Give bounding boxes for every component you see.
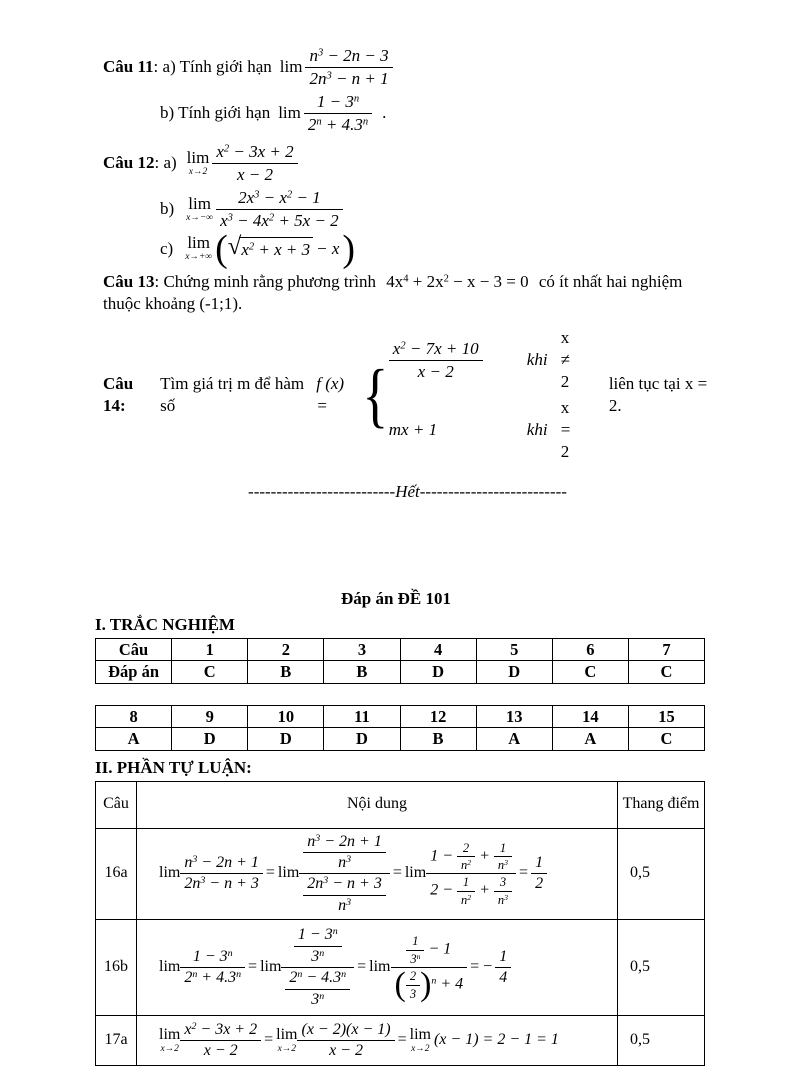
fraction — [294, 926, 342, 966]
question-11a — [103, 46, 712, 88]
cell: 5 — [476, 638, 552, 660]
term: − 1 — [428, 940, 452, 958]
cell: 11 — [324, 705, 400, 727]
denominator: $n^3$ — [303, 852, 386, 872]
term: 1 − — [430, 847, 453, 865]
exponent: n — [431, 975, 437, 987]
cell: D — [172, 728, 248, 750]
small-fraction — [457, 875, 475, 907]
denominator: $2n^3 - n + 3$ — [180, 873, 263, 893]
denominator — [391, 966, 468, 1004]
table-row-17a — [96, 1016, 705, 1066]
cell: 13 — [476, 705, 552, 727]
cell: 15 — [628, 705, 704, 727]
table-row — [96, 661, 705, 683]
fraction — [212, 142, 297, 184]
denominator: 3$^n$ — [285, 989, 350, 1009]
q14-label: Câu 14: — [103, 374, 134, 416]
small-fraction — [406, 934, 424, 966]
table-row-16b — [96, 920, 705, 1016]
q12c-tag: c) — [160, 238, 174, 258]
cell: B — [248, 661, 324, 683]
case1-expression — [389, 339, 527, 381]
compound-fraction — [426, 841, 516, 908]
cell: D — [400, 661, 476, 683]
fraction — [216, 188, 343, 230]
denominator — [299, 873, 390, 915]
fraction — [303, 833, 386, 873]
q13-label: Câu 13 — [103, 271, 155, 291]
limit-word: lim — [278, 103, 301, 123]
numerator — [426, 841, 516, 874]
term: 2 − — [430, 881, 453, 899]
limit-word: lim — [369, 958, 391, 976]
numerator: $x^2 - 3x + 2$ — [184, 1020, 258, 1038]
numerator: 1 — [462, 875, 470, 890]
score-cell: 0,5 — [618, 1016, 705, 1066]
close-paren: ) — [420, 966, 432, 1004]
denominator — [426, 873, 516, 907]
cell: C — [628, 661, 704, 683]
fraction — [305, 46, 392, 88]
limit-subscript: x→2 — [188, 166, 208, 177]
denominator: $n^3$ — [303, 895, 386, 915]
denominator: x − 2 — [297, 1040, 394, 1060]
equals: = — [264, 1031, 274, 1049]
denominator: $n^3$ — [494, 891, 512, 907]
compound-fraction — [281, 926, 354, 1009]
cell: Câu — [96, 638, 172, 660]
numerator: $n^3 - 2n + 1$ — [184, 853, 259, 871]
term: + 4 — [440, 975, 464, 993]
limit-word: lim — [276, 1026, 298, 1043]
answers-section — [95, 614, 705, 1066]
limit-word: lim — [186, 148, 210, 168]
result-expression: (x − 1) = 2 − 1 = 1 — [433, 1031, 559, 1049]
equals-minus: = − — [470, 958, 493, 976]
compound-fraction — [391, 934, 468, 1004]
question-12a — [103, 142, 712, 184]
case2-khi: khi — [526, 420, 548, 440]
cell: A — [476, 728, 552, 750]
numerator: (x − 2)(x − 1) — [301, 1020, 391, 1038]
limit-word: lim — [187, 233, 210, 253]
denominator: x − 2 — [212, 163, 297, 185]
cell: 8 — [96, 705, 172, 727]
plus: + — [479, 847, 490, 865]
limit-word: lim — [188, 194, 211, 214]
question-14 — [103, 327, 712, 464]
denominator: 4 — [495, 967, 511, 987]
fx-equals: f (x) = — [316, 374, 345, 416]
cell: C — [552, 661, 628, 683]
cell: A — [552, 728, 628, 750]
cell: 2 — [248, 638, 324, 660]
cell: D — [248, 728, 324, 750]
questions-section — [0, 0, 792, 504]
case1-condition: x ≠ 2 — [560, 327, 571, 392]
numerator: $2x^3 - x^2 - 1$ — [238, 188, 321, 208]
limit-word: lim — [404, 864, 427, 882]
table-row — [96, 638, 705, 660]
small-fraction — [494, 841, 512, 873]
cell: C — [628, 728, 704, 750]
open-paren: ( — [394, 966, 406, 1004]
small-fraction — [494, 875, 512, 907]
denominator: 3$^n$ — [294, 946, 342, 966]
row-content — [137, 1016, 618, 1066]
score-cell: 0,5 — [618, 828, 705, 920]
row-content — [137, 828, 618, 920]
q11b-lead: b) Tính giới hạn — [160, 103, 271, 123]
equals: = — [248, 958, 258, 976]
denominator: 3 — [406, 985, 420, 1001]
question-12b — [160, 188, 712, 230]
q11-lead: : a) Tính giới hạn — [153, 57, 272, 76]
radicand: $x^2 + x + 3$ — [239, 237, 313, 261]
case1-khi: khi — [526, 350, 548, 369]
fraction — [304, 92, 372, 134]
fraction — [180, 948, 245, 988]
cell: 3 — [324, 638, 400, 660]
numerator: $2n^3 - n + 3$ — [307, 875, 382, 893]
cell: B — [400, 728, 476, 750]
formula-16a — [159, 833, 613, 916]
numerator: $n^3 - 2n - 3$ — [309, 46, 389, 65]
cell: D — [324, 728, 400, 750]
limit-word: lim — [279, 57, 303, 76]
equals: = — [392, 864, 402, 882]
cell: Đáp án — [96, 661, 172, 683]
row-id: 17a — [96, 1016, 137, 1066]
row-id: 16b — [96, 920, 137, 1016]
denominator: $2^n + 4.3^n$ — [304, 113, 372, 135]
limit-subscript: x→2 — [411, 1043, 430, 1054]
q13-equation: $4x^4 + 2x^2 - x - 3 = 0$ — [386, 271, 529, 291]
cell: 7 — [628, 638, 704, 660]
limit-word: lim — [260, 958, 282, 976]
end-divider: --------------------------Hết-------------------------- — [248, 482, 567, 502]
cell: 4 — [400, 638, 476, 660]
limit-subscript: x→2 — [160, 1043, 179, 1054]
piecewise-function: { $\frac{x^2 - 7x + 10}{x - 2}$ khi x ≠ 2 mx + 1 khi x = 2 — [358, 327, 571, 464]
numerator — [299, 833, 390, 874]
numerator: $1 - 3^n$ — [192, 947, 233, 965]
equals: = — [397, 1031, 407, 1049]
cell: 6 — [552, 638, 628, 660]
equals: = — [519, 864, 529, 882]
equals: = — [357, 958, 367, 976]
case2-expression: mx + 1 — [388, 420, 438, 440]
section-1-label: I. TRẮC NGHIỆM — [95, 614, 235, 634]
q12-label: Câu 12 — [103, 153, 155, 173]
limit-word: lim — [159, 958, 181, 976]
limit — [186, 195, 213, 223]
limit — [276, 1027, 297, 1054]
denominator: 2 — [531, 873, 547, 893]
cases-rows — [389, 327, 571, 464]
cell: 1 — [172, 638, 248, 660]
denominator: $x^3 - 4x^2 + 5x - 2$ — [216, 209, 343, 231]
cell: 12 — [400, 705, 476, 727]
cell: D — [476, 661, 552, 683]
limit — [187, 149, 210, 177]
cell: 14 — [552, 705, 628, 727]
numerator: 1 — [499, 840, 507, 855]
q14-text1: Tìm giá trị m để hàm số — [160, 374, 305, 416]
denominator: $n^2$ — [457, 856, 475, 872]
numerator: $x^2 - 7x + 10$ — [392, 339, 479, 358]
row-id: 16a — [96, 828, 137, 920]
denominator: $n^2$ — [457, 891, 475, 907]
small-fraction — [457, 841, 475, 873]
numerator: $1 - 3^n$ — [316, 92, 360, 112]
result-fraction — [531, 854, 547, 894]
limit-subscript: x→−∞ — [186, 213, 214, 223]
q12-lead: : a) — [154, 153, 177, 173]
q14-text2: liên tục tại x = 2. — [608, 374, 708, 416]
numerator: 3 — [499, 875, 507, 890]
question-11b — [160, 92, 712, 134]
row-content — [137, 920, 618, 1016]
q13-text2: có ít nhất hai nghiệm — [538, 271, 683, 291]
header-noi-dung: Nội dung — [137, 781, 618, 828]
denominator: x − 2 — [389, 360, 483, 382]
denominator — [281, 967, 354, 1009]
case2-condition: x = 2 — [560, 398, 571, 462]
numerator: $1 - 3^n$ — [297, 926, 338, 944]
score-cell: 0,5 — [618, 920, 705, 1016]
formula-16b — [159, 926, 613, 1009]
numerator: 2 — [462, 840, 470, 855]
fraction — [180, 854, 263, 894]
numerator: $x^2 - 3x + 2$ — [216, 142, 294, 162]
denominator: $2n^3 - n + 1$ — [305, 67, 392, 89]
numerator — [281, 926, 354, 967]
section-2-label: II. PHẦN TỰ LUẬN: — [95, 757, 252, 777]
denominator: x − 2 — [180, 1040, 261, 1060]
sqrt-tail: − x — [316, 238, 340, 258]
radical-sign: √ — [227, 232, 242, 260]
table-row-16a — [96, 828, 705, 920]
question-13-line2: thuộc khoảng (-1;1). — [103, 293, 243, 313]
fraction — [297, 1021, 394, 1061]
limit-subscript: x→+∞ — [185, 252, 213, 263]
cell: 10 — [248, 705, 324, 727]
limit-word: lim — [159, 864, 181, 882]
denominator: 3$^n$ — [406, 950, 424, 966]
limit — [410, 1027, 431, 1054]
equals: = — [265, 864, 275, 882]
fraction — [180, 1021, 261, 1061]
denominator: $n^3$ — [494, 856, 512, 872]
answer-key-title: Đáp án ĐỀ 101 — [340, 588, 452, 608]
formula-17a — [159, 1021, 613, 1061]
limit-word: lim — [159, 1026, 181, 1043]
period: . — [382, 103, 387, 123]
limit-word: lim — [409, 1026, 431, 1043]
numerator: 1 — [412, 934, 419, 949]
cell: 9 — [172, 705, 248, 727]
q12b-tag: b) — [160, 199, 175, 219]
numerator: 1 — [535, 853, 544, 871]
plus: + — [479, 881, 490, 899]
table-row — [96, 705, 705, 727]
numerator: 1 — [499, 947, 508, 965]
numerator — [391, 934, 468, 967]
cell: A — [96, 728, 172, 750]
cell: C — [172, 661, 248, 683]
square-root — [227, 232, 313, 261]
table-header-row — [96, 781, 705, 828]
limit-word: lim — [277, 864, 300, 882]
essay-answer-table — [95, 781, 705, 1066]
answer-table-2 — [95, 705, 705, 751]
answer-table-1 — [95, 638, 705, 684]
small-fraction — [406, 969, 420, 1001]
limit-subscript: x→2 — [277, 1043, 297, 1054]
limit — [185, 234, 212, 262]
header-cau: Câu — [96, 781, 137, 828]
numerator: $2^n - 4.3^n$ — [289, 969, 347, 987]
header-thang-diem: Thang điểm — [618, 781, 705, 828]
limit — [159, 1027, 180, 1054]
fraction — [303, 875, 386, 915]
fraction — [389, 339, 483, 381]
numerator: 2 — [409, 969, 417, 984]
cell: B — [324, 661, 400, 683]
numerator: $n^3 - 2n + 1$ — [307, 832, 382, 850]
question-13-line1 — [103, 271, 712, 293]
result-fraction — [495, 948, 511, 988]
compound-fraction — [299, 833, 390, 916]
denominator: $2^n + 4.3^n$ — [180, 967, 245, 987]
fraction — [285, 969, 350, 1009]
q13-text1: : Chứng minh rằng phương trình — [154, 271, 376, 291]
question-12c: c) lim x→+∞ ( √ $x^2 + x + 3$ − x ) — [160, 227, 356, 270]
q11-label: Câu 11 — [103, 57, 154, 76]
table-row — [96, 728, 705, 750]
